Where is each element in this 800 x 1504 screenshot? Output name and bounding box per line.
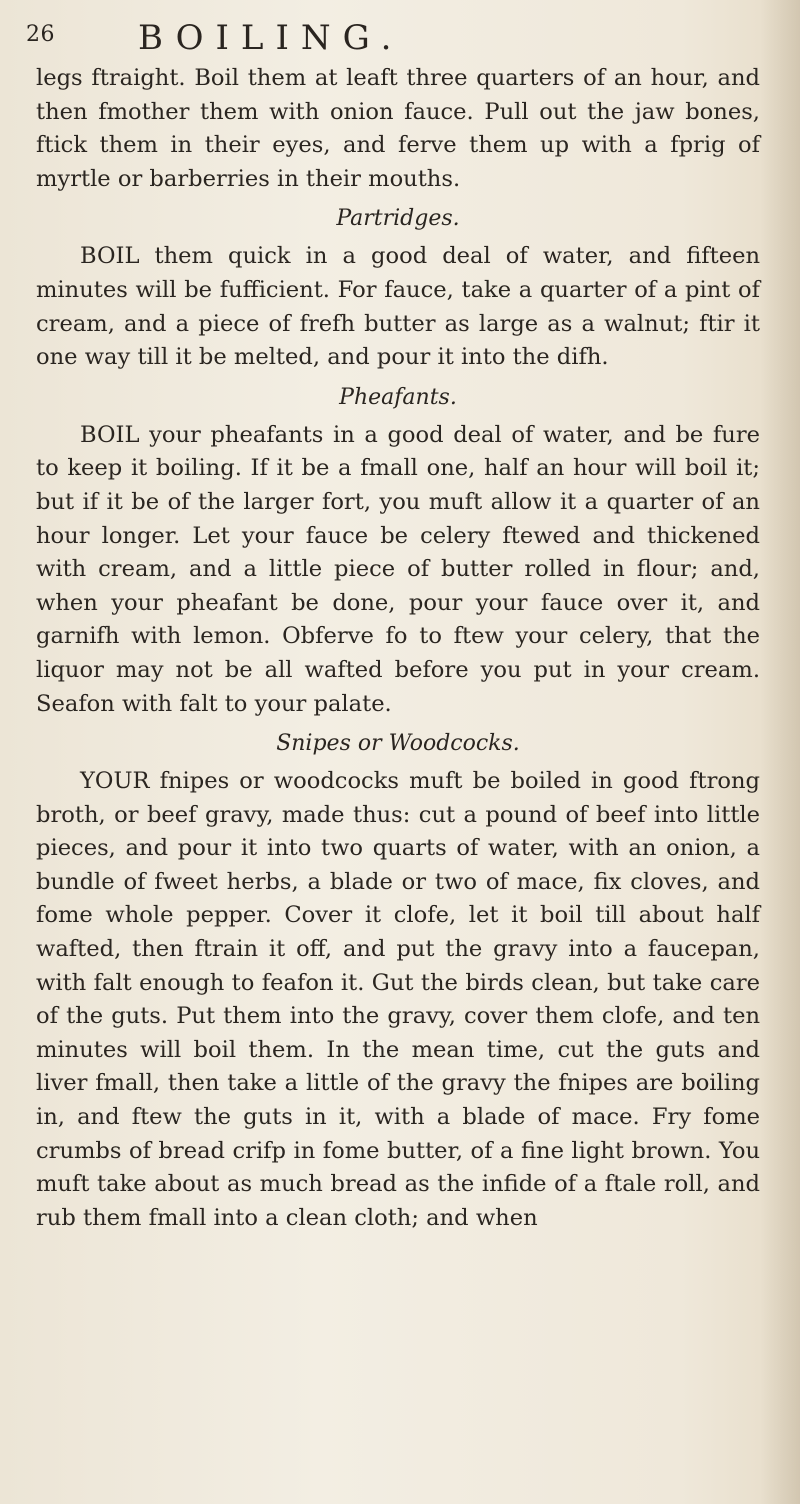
- page-body: [36, 62, 760, 1235]
- paragraph-snipes-woodcocks: YOUR fnipes or woodcocks muft be boiled in good ftrong broth, or beef gravy, made thus: cut a pound of beef into little pieces, and pour it into two quarts of water, with an onion, a bundle of fweet herbs, a blade or two of mace, fix cloves, and fome whole pepper. Cover it clofe, let it boil till about half wafted, then ftrain it off, and put the gravy into a faucepan, with falt enough to feafon it. Gut the birds clean, but take care of the guts. Put them into the gravy, cover them clofe, and ten minutes will boil them. In the mean time, cut the guts and liver fmall, then take a little of the gravy the fnipes are boiling in, and ftew the guts in it, with a blade of mace. Fry fome crumbs of bread crifp in fome butter, of a fine light brown. You muft take about as much bread as the infide of a ftale roll, and rub them fmall into a clean cloth; and when: [36, 768, 760, 1231]
- paragraph-legs: legs ftraight. Boil them at leaft three quarters of an hour, and then fmother them with onion fauce. Pull out the jaw bones, ftick them in their eyes, and ferve them up with a fprig of myrtle or barberries in their mouths.: [36, 65, 760, 192]
- paragraph-pheasants: BOIL your pheafants in a good deal of water, and be fure to keep it boiling. If it be a fmall one, half an hour will boil it; but if it be of the larger fort, you muft allow it a quarter of an hour longer. Let your fauce be celery ftewed and thickened with cream, and a little piece of butter rolled in flour; and, when your pheafant be done, pour your fauce over it, and garnifh with lemon. Obferve fo to ftew your celery, that the liquor may not be all wafted before you put in your cream. Seafon with falt to your palate.: [36, 421, 760, 717]
- running-head: BOILING.: [138, 18, 404, 58]
- heading-partridges: Partridges.: [336, 206, 460, 232]
- page-number: 26: [26, 22, 55, 47]
- page-edge-shadow: [760, 0, 800, 1504]
- heading-pheasants: Pheafants.: [339, 384, 457, 410]
- paragraph-partridges: BOIL them quick in a good deal of water, and fifteen minutes will be fufficient. For fauce, take a quarter of a pint of cream, and a piece of frefh butter as large as a walnut; ftir it one way till it be melted, and pour it into the difh.: [36, 243, 760, 371]
- page-header: [26, 18, 776, 68]
- heading-snipes-woodcocks: Snipes or Woodcocks.: [276, 731, 520, 757]
